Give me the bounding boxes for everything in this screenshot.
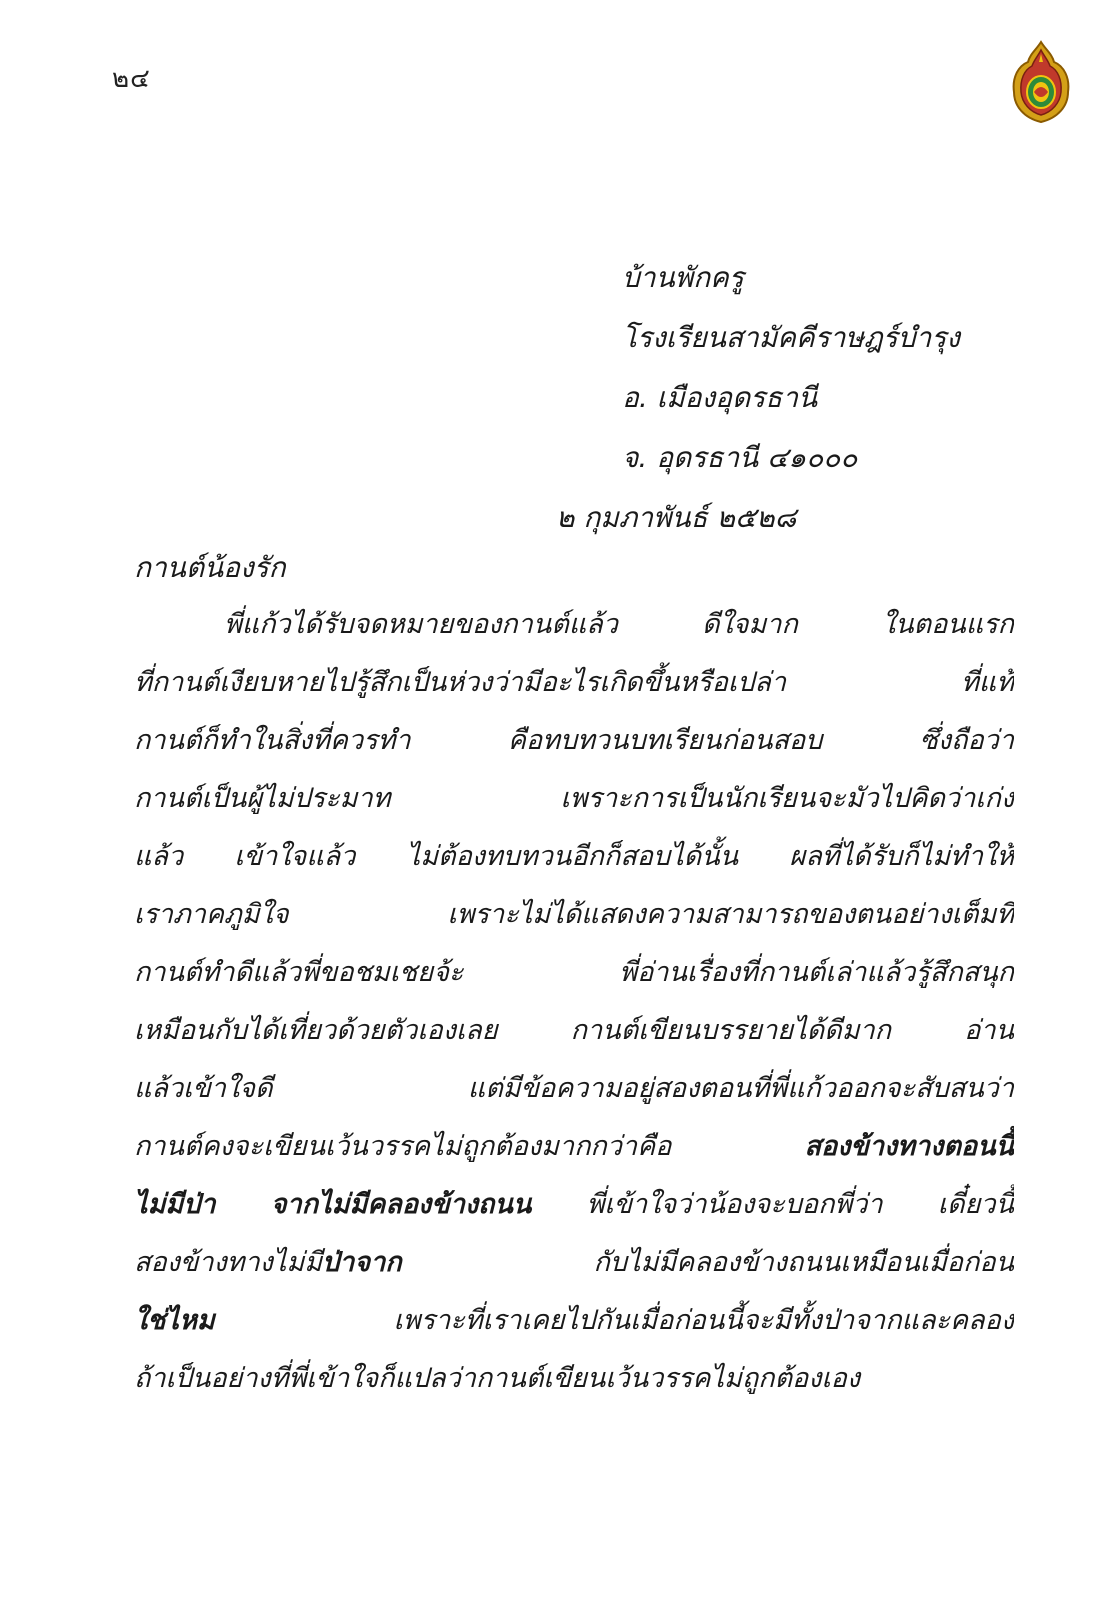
- sender-address: [622, 248, 1082, 488]
- emphasized-phrase: สองข้างทางตอนนี้: [804, 1131, 1014, 1162]
- body-line: กานต์เป็นผู้ไม่ประมาท เพราะการเป็นนักเรียนจะมัวไปคิดว่าเก่ง: [134, 783, 1014, 814]
- body-line: กานต์ทำดีแล้วพี่ขอชมเชยจ้ะ พี่อ่านเรื่องที่กานต์เล่าแล้วรู้สึกสนุก: [134, 957, 1014, 988]
- emphasized-phrase: ป่าจาก: [322, 1247, 402, 1278]
- body-line: เหมือนกับได้เที่ยวด้วยตัวเองเลย กานต์เขียนบรรยายได้ดีมาก อ่าน: [134, 1015, 1014, 1046]
- body-line: เราภาคภูมิใจ เพราะไม่ได้แสดงความสามารถของตนอย่างเต็มที่: [134, 899, 1014, 930]
- letter-date: ๒ กุมภาพันธ์ ๒๕๒๘: [556, 501, 797, 534]
- address-line-district: อ. เมืองอุดรธานี: [622, 381, 818, 414]
- address-line-residence: บ้านพักครู: [622, 261, 744, 294]
- body-line: กานต์ก็ทำในสิ่งที่ควรทำ คือทบทวนบทเรียนก่อนสอบ ซึ่งถือว่า: [134, 725, 1014, 756]
- page-number: ๒๔: [112, 64, 151, 94]
- emphasized-phrase: ไม่มีป่า: [134, 1189, 216, 1220]
- body-line: ใช่ไหม เพราะที่เราเคยไปกันเมื่อก่อนนี้จะมีทั้งป่าจากและคลอง: [134, 1292, 1014, 1350]
- salutation: กานต์น้องรัก: [134, 551, 286, 584]
- body-line: ถ้าเป็นอย่างที่พี่เข้าใจก็แปลว่ากานต์เขียนเว้นวรรคไม่ถูกต้องเอง: [134, 1363, 861, 1394]
- emphasized-phrase: ใช่ไหม: [134, 1305, 215, 1336]
- school-emblem-seal-icon: [1010, 40, 1072, 124]
- letter-body: [134, 596, 1014, 1408]
- body-line: ที่กานต์เงียบหายไปรู้สึกเป็นห่วงว่ามีอะไรเกิดขึ้นหรือเปล่า ที่แท้: [134, 667, 1014, 698]
- body-line: แล้วเข้าใจดี แต่มีข้อความอยู่สองตอนที่พี่แก้วออกจะสับสนว่า: [134, 1073, 1014, 1104]
- body-line: ไม่มีป่า จากไม่มีคลองข้างถนน พี่เข้าใจว่าน้องจะบอกพี่ว่า เดี๋ยวนี้: [134, 1176, 1014, 1234]
- emphasized-phrase: จากไม่มีคลองข้างถนน: [270, 1189, 532, 1220]
- body-line: แล้ว เข้าใจแล้ว ไม่ต้องทบทวนอีกก็สอบได้นั้น ผลที่ได้รับก็ไม่ทำให้: [134, 841, 1014, 872]
- address-line-school: โรงเรียนสามัคคีราษฎร์บำรุง: [622, 321, 960, 354]
- body-line: สองข้างทางไม่มีป่าจาก กับไม่มีคลองข้างถนนเหมือนเมื่อก่อน: [134, 1247, 1014, 1278]
- address-line-province: จ. อุดรธานี ๔๑๐๐๐: [622, 441, 858, 474]
- body-line: กานต์คงจะเขียนเว้นวรรคไม่ถูกต้องมากกว่าคือ สองข้างทางตอนนี้: [134, 1118, 1014, 1176]
- body-line: พี่แก้วได้รับจดหมายของกานต์แล้ว ดีใจมาก ในตอนแรก: [224, 609, 1014, 640]
